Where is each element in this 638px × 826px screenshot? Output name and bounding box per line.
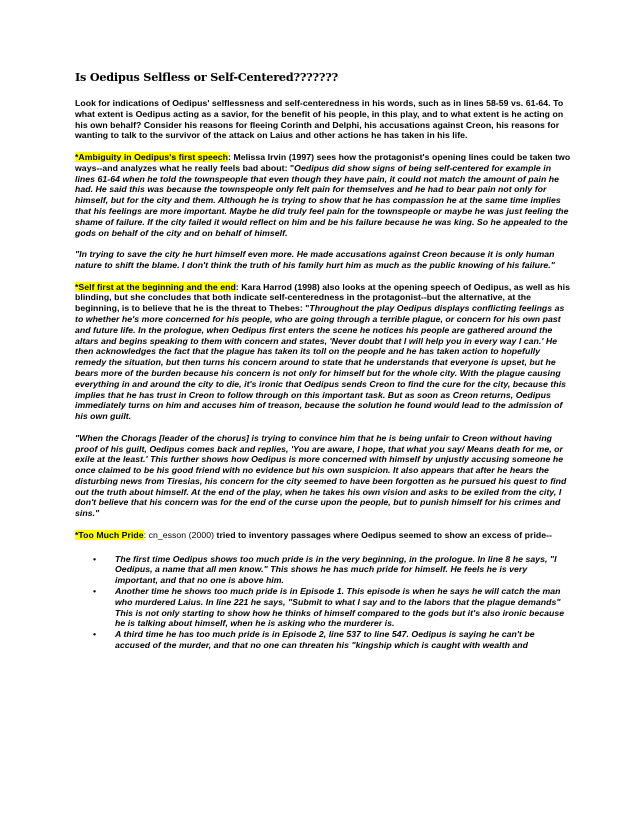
list-item [93, 553, 572, 586]
section-quote2-ambiguity: "In trying to save the city he hurt himself even more. He made accusations against Creon because it is only human nature to shift the blame. I don't think the truth of his family hurt him as much as the public knowing of his failure." [75, 249, 555, 270]
bullet-icon: • [93, 629, 97, 640]
section-lead-self-first: : Kara Harrod (1998) also looks at the opening speech of Oedipus, as well as his blinding, but she concludes that both indicate self-centeredness in the protagonist--but the alternative, at the beginning, is to believe that he is the threat to Thebes: " [75, 281, 571, 314]
section-heading-self-first: *Self first at the beginning and the end [75, 281, 236, 292]
section-quote-self-first: Throughout the play Oedipus displays conflicting feelings as to whether he's more concerned for his people, who are going through a terrible plague, or concern for his own past and future life. In the prologue, when Oedipus first enters the scene he notices his people are gathered around the altars and begins speaking to them with concern and states, 'Never doubt that I will help you in every way I can.' He then acknowledges the fact that the plague has taken its toll on the people and he has taken action to hopefully remedy the situation, but then turns his concern around to state that he understands that everyone is upset, but he bears more of the burden because his concern is not only for himself but for the whole city. With the plague causing everything in and around the city to die, it's ironic that Oedipus sends Creon to find the cure for the city, because this implies that he has trust in Creon to follow through on this important task. But as soon as Creon returns, Oedipus immediately turns on him and accuses him of treason, because the solution he found would lead to the admission of his own guilt. [75, 303, 567, 422]
list-item-text: The first time Oedipus shows too much pride is in the very beginning, in the prologue. In line 8 he says, "I Oedipus, a name that all men know." This shows he has much pride for himself. He feels he is very important, and that no one is above him. [115, 553, 557, 586]
section-self-first [75, 282, 572, 422]
section-lead-ambiguity: : Melissa Irvin (1997) sees how the protagonist's opening lines could be taken two ways--and analyzes what he really feels bad about: " [75, 151, 571, 173]
list-item-text: A third time he has too much pride is in Episode 2, line 537 to line 547. Oedipus is saying he can't be accused of the murder, and that no one can threaten his "kingship which is caught with wealth and [115, 629, 535, 651]
section-ambiguity [75, 152, 572, 238]
bullet-icon: • [93, 586, 97, 597]
bullet-icon: • [93, 553, 97, 564]
document-page [75, 70, 572, 651]
pride-bullet-list [75, 554, 572, 651]
page-title: Is Oedipus Selfless or Self-Centered??????? [75, 70, 338, 84]
list-item [93, 629, 572, 651]
section-lead-too-much-pride: tried to inventory passages where Oedipus seemed to show an excess of pride-- [216, 529, 553, 540]
section-quote-ambiguity: Oedipus did show signs of being self-centered for example in lines 61-64 when he told the townspeople that even though they have pain, it could not match the amount of pain he had. He said this was because the townspeople only felt pain for themselves and he had to bear pain not only for himself, but for the city and them. Although he is trying to show that he has compassion he at the same time implies that his feelings are more important. Maybe he did truly feel pain for the townspeople or maybe he was just feeling the shame of failure. If the city failed it would reflect on him and be his failure because he was king. So he appealed to the gods on behalf of the city and on behalf of himself. [75, 162, 569, 238]
intro-paragraph: Look for indications of Oedipus' selflessness and self-centeredness in his words, such as in lines 58-59 vs. 61-64. To what extent is Oedipus acting as a savior, for the benefit of his people, in this play, and to what extent is he acting on his own behalf? Consider his reasons for fleeing Corinth and Delphi, his accusations against Creon, his reasons for wanting to talk to the survivor of the attack on Laius and other actions he has taken in his life. [75, 98, 564, 141]
section-heading-too-much-pride: *Too Much Pride [75, 529, 144, 540]
section-too-much-pride [75, 530, 572, 541]
list-item-text: Another time he shows too much pride is in Episode 1. This episode is when he says he will catch the man who murdered Laius. In line 221 he says, "Submit to what I say and to the labors that the plague demands" This is not only starting to show how he thinks of himself compared to the gods but it's also ironic because he is talking about himself, when he is asking who the murderer is. [115, 586, 565, 629]
list-item [93, 586, 572, 629]
section-heading-ambiguity: *Ambiguity in Oedipus's first speech [75, 151, 229, 162]
section-author-too-much-pride: : cn_esson (2000) [143, 529, 217, 540]
section-quote2-self-first: "When the Chorags [leader of the chorus] is trying to convince him that he is being unfair to Creon without having proof of his guilt, Oedipus comes back and replies, 'You are aware, I hope, that what you say/ Means death for me, or exile at the least.' This further shows how Oedipus is more concerned with himself by unjustly accusing someone he once claimed to be his good friend with no evidence but his own suspicion. It also appears that after he hears the disturbing news from Tiresias, his concern for the city seemed to have been forgotten as he pursued his quest to find out the truth about himself. At the end of the play, when he takes his own vision and asks to be exiled from the city, I don't believe that his concern was for the end of the curse upon the people, but to punish himself for his crimes and sins." [75, 432, 567, 519]
